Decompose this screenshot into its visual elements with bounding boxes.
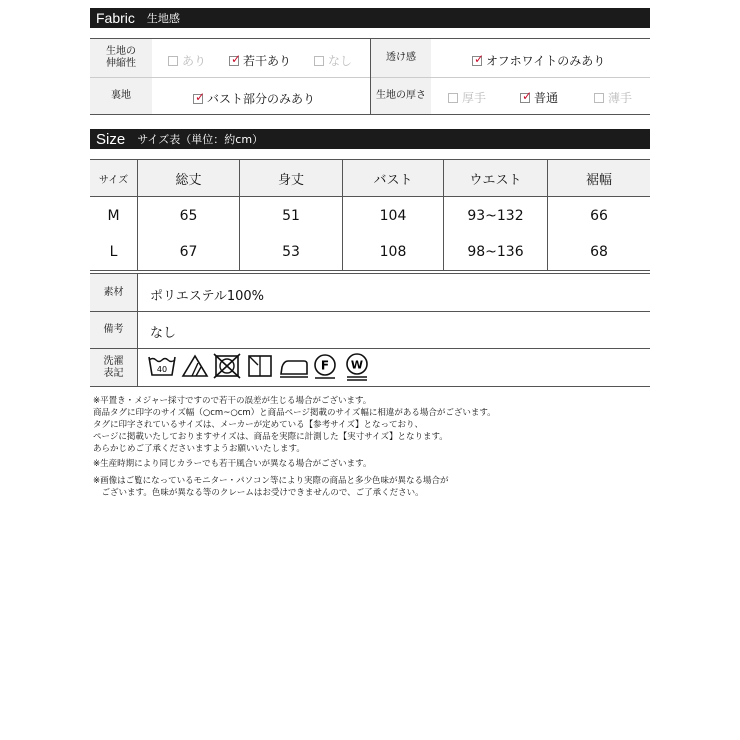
size-section-header: [90, 129, 650, 149]
stretch-option-none: なし: [314, 52, 352, 69]
svg-text:40: 40: [156, 365, 168, 374]
thickness-label: 生地の厚さ: [371, 78, 431, 114]
divider: [90, 311, 650, 312]
size-header-bust: バスト: [343, 160, 443, 196]
table-cell: 51: [282, 207, 300, 224]
fabric-title: Fabric: [96, 10, 135, 26]
transparency-label: 透け感: [371, 39, 431, 77]
table-cell: 67: [179, 244, 198, 260]
divider: [90, 386, 650, 387]
bleach-icon: [181, 353, 209, 379]
svg-text:F: F: [320, 358, 330, 373]
line-dry-shade-icon: [246, 353, 274, 379]
no-tumble-dry-icon: [213, 353, 241, 379]
table-row-size: M: [107, 207, 120, 224]
table-cell: 93~132: [467, 207, 524, 224]
divider: [90, 273, 650, 274]
divider: [90, 270, 650, 271]
washing-label: 洗濯 表記: [90, 349, 137, 386]
size-header-body-length: 身丈: [240, 160, 342, 196]
checked-checkbox-icon: ✓: [522, 88, 533, 103]
size-header-size: サイズ: [90, 160, 137, 196]
table-cell: 104: [379, 207, 407, 224]
note-line: 商品タグに印字のサイズ幅（○cm~○cm）と商品ページ掲載のサイズ幅に相違がある場合がございます。: [93, 408, 496, 418]
material-label: 素材: [90, 274, 137, 311]
dry-clean-f-icon: [312, 353, 338, 379]
checkbox-icon: [168, 56, 178, 66]
table-cell: 98~136: [467, 244, 524, 260]
note-line: タグに印字されているサイズは、メーカーが定めている【参考サイズ】となっており、: [93, 420, 423, 430]
checked-checkbox-icon: ✓: [231, 51, 242, 66]
table-cell: 68: [590, 244, 608, 260]
iron-low-icon: [278, 353, 310, 379]
size-header-hem-width: 裾幅: [548, 160, 650, 196]
note-line: あらかじめご了承くださいますようお願いいたします。: [93, 444, 305, 454]
checkbox-icon: [594, 93, 604, 103]
stretch-option-slight: ✓ 若干あり: [231, 51, 292, 68]
divider: [90, 348, 650, 349]
table-cell: 65: [179, 207, 198, 224]
checkbox-icon: [314, 56, 324, 66]
checkbox-icon: [448, 93, 458, 103]
size-header-total-length: 総丈: [138, 160, 239, 196]
transparency-option: ✓ オフホワイトのみあり: [474, 51, 606, 68]
table-row-size: L: [109, 244, 118, 260]
thickness-option-thick: 厚手: [448, 89, 486, 106]
thickness-option-thin: 薄手: [594, 89, 632, 106]
table-cell: 108: [379, 244, 407, 260]
size-subtitle: サイズ表（単位：約cm）: [137, 133, 264, 146]
lining-option: ✓ バスト部分のみあり: [195, 89, 316, 106]
wash-40-icon: [147, 353, 177, 379]
stretch-label: 生地の 伸縮性: [90, 39, 152, 77]
table-cell: 53: [282, 244, 300, 260]
divider: [90, 114, 650, 115]
note-line: ございます。色味が異なる等のクレームはお受けできませんので、ご了承ください。: [93, 488, 424, 498]
material-value: ポリエステル100%: [150, 289, 264, 304]
size-header-waist: ウエスト: [444, 160, 547, 196]
remarks-value: なし: [150, 326, 177, 341]
wet-clean-w-icon: [344, 353, 370, 381]
svg-text:W: W: [350, 358, 364, 372]
thickness-option-normal: ✓ 普通: [522, 88, 559, 105]
fabric-section-header: [90, 8, 650, 28]
stretch-option-yes: あり: [168, 52, 206, 69]
note-line: ※画像はご覧になっているモニター・パソコン等により実際の商品と多少色味が異なる場合が: [93, 476, 449, 486]
checked-checkbox-icon: ✓: [195, 89, 206, 104]
note-line: ページに掲載いたしておりますサイズは、商品を実際に計測した【実寸サイズ】となります。: [93, 432, 448, 442]
fabric-subtitle: 生地感: [146, 12, 180, 25]
note-line: ※生産時期により同じカラーでも若干風合いが異なる場合がございます。: [93, 459, 372, 469]
note-line: ※平置き・メジャー採寸ですので若干の誤差が生じる場合がございます。: [93, 396, 372, 406]
remarks-label: 備考: [90, 312, 137, 348]
lining-label: 裏地: [90, 78, 152, 114]
size-title: Size: [96, 130, 126, 148]
divider: [137, 274, 138, 386]
table-cell: 66: [590, 207, 608, 224]
checked-checkbox-icon: ✓: [474, 51, 485, 66]
